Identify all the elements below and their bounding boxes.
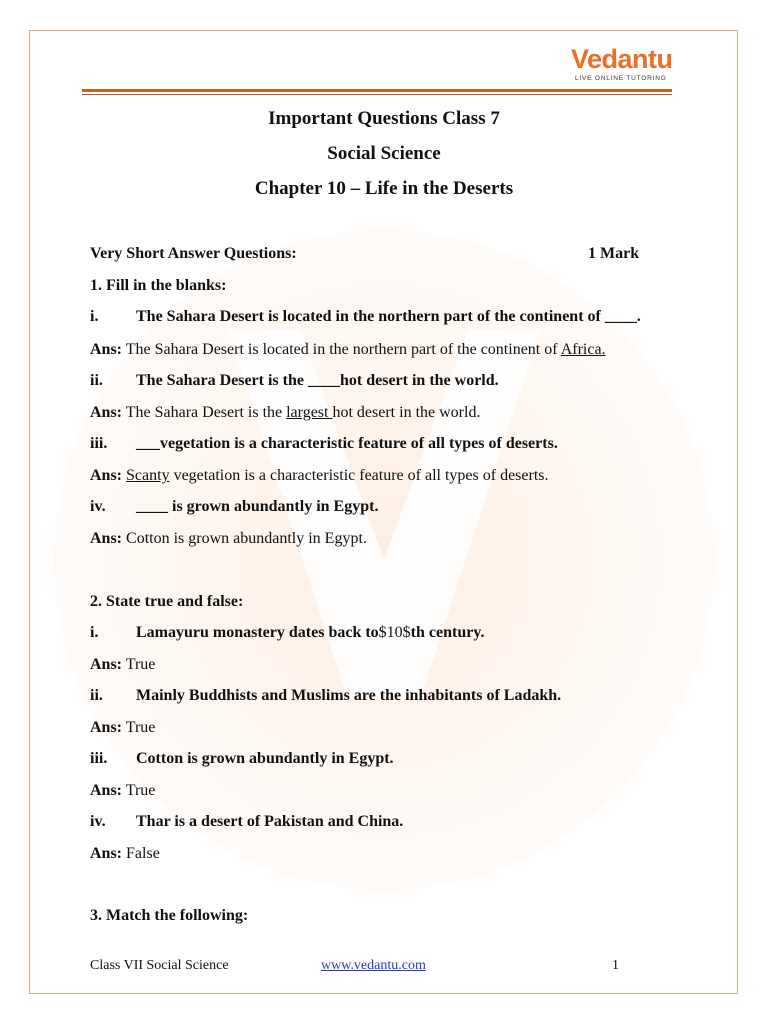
- q3-heading: 3. Match the following:: [90, 907, 249, 924]
- q1-answer-2: [90, 403, 480, 423]
- item-number: i.: [90, 624, 99, 641]
- ans-label: Ans:: [90, 656, 123, 673]
- item-number: iv.: [90, 813, 106, 830]
- answer-text: True: [122, 656, 156, 673]
- logo-tagline: LIVE ONLINE TUTORING: [575, 75, 667, 82]
- q2-answer-1: [90, 655, 155, 675]
- answer-text: True: [122, 782, 156, 799]
- answer-text: False: [122, 845, 160, 862]
- item-number: i.: [90, 308, 99, 325]
- answer-text: Cotton is grown abundantly in Egypt.: [122, 530, 367, 547]
- answer-text: The Sahara Desert is located in the northern part of the continent of: [122, 341, 561, 358]
- q1-item-3: [90, 434, 558, 454]
- ans-label: Ans:: [90, 719, 123, 736]
- item-number: iii.: [90, 750, 108, 767]
- ans-label: Ans:: [90, 782, 123, 799]
- section-marks: 1 Mark: [588, 245, 640, 262]
- q1-answer-4: [90, 529, 367, 549]
- question-text: The Sahara Desert is the ____hot desert in the world.: [136, 372, 499, 389]
- answer-post: vegetation is a characteristic feature of all types of deserts.: [169, 467, 549, 484]
- footer-website-link[interactable]: www.vedantu.com: [321, 958, 426, 973]
- ans-label: Ans:: [90, 845, 123, 862]
- answer-fill: Africa.: [560, 341, 606, 358]
- q2-heading: 2. State true and false:: [90, 593, 244, 610]
- q2-answer-3: [90, 781, 155, 801]
- doc-title: Important Questions Class 7: [268, 108, 500, 129]
- logo-wordmark: Vedantu: [571, 44, 673, 74]
- footer-class: Class VII Social Science: [90, 958, 229, 973]
- question-math: $10$: [378, 624, 411, 641]
- question-text: Lamayuru monastery dates back to: [136, 624, 379, 641]
- header-rule-thick: [82, 89, 672, 92]
- answer-post: hot desert in the world.: [332, 404, 481, 421]
- q2-item-3: [90, 749, 394, 769]
- chapter-title: Chapter 10 – Life in the Deserts: [254, 178, 514, 199]
- question-text: Thar is a desert of Pakistan and China.: [136, 813, 404, 830]
- q2-answer-4: [90, 844, 160, 864]
- answer-text: True: [122, 719, 156, 736]
- ans-label: Ans:: [90, 467, 123, 484]
- question-text: Cotton is grown abundantly in Egypt.: [136, 750, 394, 767]
- q2-item-1: [90, 623, 484, 643]
- question-text: ____ is grown abundantly in Egypt.: [136, 498, 379, 515]
- ans-label: Ans:: [90, 341, 123, 358]
- doc-subject: Social Science: [327, 143, 441, 164]
- q1-answer-1: [90, 340, 606, 360]
- header-rule-thin: [82, 94, 672, 95]
- q2-item-2: [90, 686, 561, 706]
- q2-answer-2: [90, 718, 155, 738]
- question-text: Mainly Buddhists and Muslims are the inhabitants of Ladakh.: [136, 687, 562, 704]
- q1-answer-3: [90, 466, 549, 486]
- item-number: ii.: [90, 372, 103, 389]
- q2-item-4: [90, 812, 403, 832]
- q1-heading: 1. Fill in the blanks:: [90, 277, 227, 294]
- answer-text: The Sahara Desert is the: [122, 404, 287, 421]
- section-label: Very Short Answer Questions:: [90, 245, 297, 262]
- ans-label: Ans:: [90, 404, 123, 421]
- ans-label: Ans:: [90, 530, 123, 547]
- item-number: iv.: [90, 498, 106, 515]
- q1-item-1: [90, 307, 641, 327]
- page-number: 1: [612, 958, 619, 973]
- question-text: ___vegetation is a characteristic feature of all types of deserts.: [136, 435, 558, 452]
- answer-fill: Scanty: [126, 467, 170, 484]
- q1-item-4: [90, 497, 378, 517]
- question-post: th century.: [410, 624, 485, 641]
- item-number: iii.: [90, 435, 108, 452]
- vedantu-logo: [571, 44, 673, 88]
- q1-item-2: [90, 371, 499, 391]
- item-number: ii.: [90, 687, 103, 704]
- answer-fill: largest: [286, 404, 333, 421]
- question-text: The Sahara Desert is located in the northern part of the continent of ____.: [136, 308, 641, 325]
